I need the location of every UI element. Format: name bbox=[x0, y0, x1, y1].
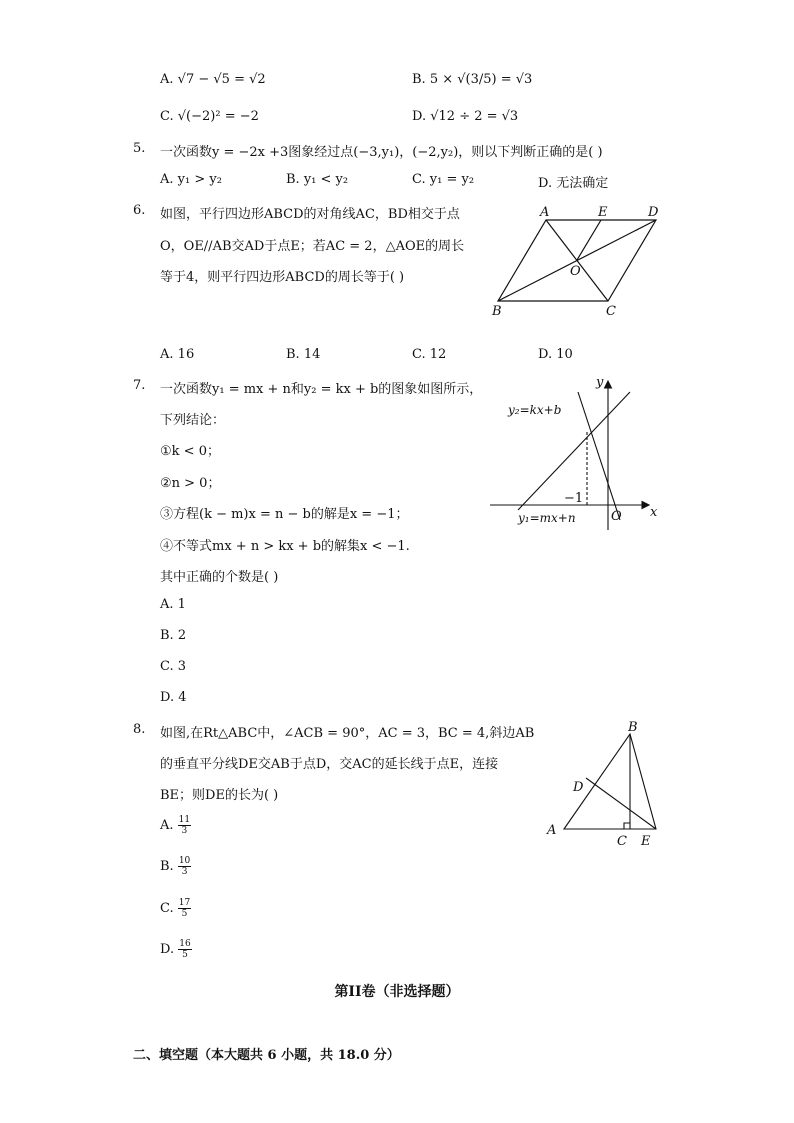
option-letter: B. bbox=[160, 859, 174, 874]
option-text: 1 bbox=[177, 597, 186, 612]
label-e: E bbox=[641, 834, 651, 849]
q5-option-d bbox=[538, 172, 608, 191]
label-b: B bbox=[492, 304, 502, 319]
label-a: A bbox=[540, 205, 550, 220]
q6-number: 6. bbox=[133, 203, 146, 218]
q7-option-b bbox=[160, 628, 186, 643]
option-letter: A. bbox=[160, 172, 174, 187]
fraction bbox=[178, 856, 191, 877]
q8-option-a bbox=[160, 815, 191, 836]
option-letter: D. bbox=[538, 176, 553, 191]
denominator: 3 bbox=[181, 826, 188, 836]
q4-option-b bbox=[412, 72, 532, 87]
q8-stem-line-1: 如图,在Rt△ABC中，∠ACB = 90°，AC = 3，BC = 4,斜边AB bbox=[160, 726, 535, 741]
option-letter: D. bbox=[538, 347, 553, 362]
numerator: 17 bbox=[178, 898, 191, 908]
option-letter: B. bbox=[160, 628, 174, 643]
label-e: E bbox=[598, 205, 608, 220]
option-text: 2 bbox=[177, 628, 187, 643]
option-text: y₁ > y₂ bbox=[177, 172, 222, 187]
label-c: C bbox=[617, 834, 627, 849]
q7-option-d bbox=[160, 690, 187, 705]
q5-option-a bbox=[160, 172, 222, 187]
line-y2 bbox=[578, 392, 620, 520]
q8-option-b bbox=[160, 856, 191, 877]
option-text: 16 bbox=[177, 347, 195, 362]
label-line2: y₂=kx+b bbox=[508, 403, 562, 417]
section-title: 第II卷（非选择题） bbox=[334, 984, 460, 1000]
q7-option-c bbox=[160, 659, 186, 674]
option-text: √(−2)² = −2 bbox=[177, 109, 259, 124]
q6-option-a bbox=[160, 347, 194, 362]
q7-stem-line-2: 下列结论： bbox=[160, 413, 226, 428]
option-letter: D. bbox=[160, 942, 175, 957]
option-letter: C. bbox=[160, 659, 174, 674]
option-text: y₁ < y₂ bbox=[303, 172, 349, 187]
label-y: y bbox=[596, 375, 604, 390]
label-d: D bbox=[573, 780, 584, 795]
option-text: 4 bbox=[178, 690, 187, 705]
q7-linear-functions-figure bbox=[488, 372, 664, 532]
label-line1: y₁=mx+n bbox=[518, 511, 576, 525]
q4-option-d bbox=[412, 109, 518, 124]
option-text: √7 − √5 = √2 bbox=[177, 72, 266, 87]
denominator: 3 bbox=[181, 867, 188, 877]
numerator: 10 bbox=[178, 856, 191, 866]
q7-conclusion-1: ①k < 0； bbox=[160, 444, 220, 459]
option-text: 10 bbox=[556, 347, 573, 362]
q7-conclusion-3: ③方程(k − m)x = n − b的解是x = −1； bbox=[160, 507, 409, 522]
label-b: B bbox=[628, 720, 638, 735]
numerator: 11 bbox=[178, 815, 191, 825]
option-letter: D. bbox=[412, 109, 427, 124]
q7-conclusion-2: ②n > 0； bbox=[160, 476, 221, 491]
option-text: 12 bbox=[429, 347, 447, 362]
option-letter: A. bbox=[160, 597, 174, 612]
denominator: 5 bbox=[182, 950, 188, 960]
q8-option-d bbox=[160, 939, 192, 960]
q8-triangle-figure bbox=[540, 718, 665, 850]
label-a: A bbox=[547, 823, 557, 838]
label-c: C bbox=[606, 304, 616, 319]
option-text: 14 bbox=[303, 347, 321, 362]
q7-question: 其中正确的个数是( ) bbox=[160, 570, 279, 585]
q5-option-c bbox=[412, 172, 474, 187]
option-letter: C. bbox=[412, 347, 426, 362]
option-letter: B. bbox=[412, 72, 426, 87]
fraction bbox=[178, 939, 191, 960]
q7-stem-line-1: 一次函数y₁ = mx + n和y₂ = kx + b的图象如图所示， bbox=[160, 382, 483, 397]
perpendicular-bisector-de bbox=[586, 778, 656, 829]
q5-number: 5. bbox=[133, 141, 146, 156]
option-letter: C. bbox=[160, 109, 174, 124]
denominator: 5 bbox=[181, 909, 188, 919]
option-text: 5 × √(3/5) = √3 bbox=[429, 72, 533, 87]
label-o: O bbox=[570, 264, 581, 279]
q6-option-b bbox=[286, 347, 320, 362]
option-letter: B. bbox=[286, 172, 300, 187]
q5-stem: 一次函数y = −2x +3图象经过点(−3,y₁)，(−2,y₂)，则以下判断正确的是( ) bbox=[160, 145, 603, 160]
option-letter: C. bbox=[412, 172, 426, 187]
q6-option-d bbox=[538, 347, 573, 362]
q7-conclusion-4: ④不等式mx + n > kx + b的解集x < −1. bbox=[160, 539, 410, 554]
q8-number: 8. bbox=[133, 722, 146, 737]
q7-number: 7. bbox=[133, 378, 146, 393]
option-letter: D. bbox=[160, 690, 175, 705]
option-letter: A. bbox=[160, 818, 174, 833]
q8-stem-line-2: 的垂直平分线DE交AB于点D，交AC的延长线于点E，连接 bbox=[160, 757, 499, 772]
option-letter: B. bbox=[286, 347, 300, 362]
q6-parallelogram-figure bbox=[488, 200, 668, 322]
q8-stem-line-3: BE；则DE的长为( ) bbox=[160, 788, 279, 803]
option-text: 无法确定 bbox=[556, 176, 609, 191]
part-heading: 二、填空题（本大题共 6 小题，共 18.0 分） bbox=[133, 1048, 400, 1063]
q8-option-c bbox=[160, 898, 191, 919]
q4-option-a bbox=[160, 72, 266, 87]
option-text: 3 bbox=[177, 659, 187, 674]
q6-stem-line-1: 如图，平行四边形ABCD的对角线AC，BD相交于点 bbox=[160, 207, 460, 222]
option-text: √12 ÷ 2 = √3 bbox=[430, 109, 519, 124]
q5-option-b bbox=[286, 172, 348, 187]
q6-stem-line-2: O，OE//AB交AD于点E；若AC = 2，△AOE的周长 bbox=[160, 239, 465, 254]
q6-option-c bbox=[412, 347, 446, 362]
label-x: x bbox=[650, 505, 658, 520]
option-letter: A. bbox=[160, 347, 174, 362]
numerator: 16 bbox=[179, 939, 191, 949]
fraction bbox=[178, 815, 191, 836]
fraction bbox=[178, 898, 191, 919]
option-letter: C. bbox=[160, 901, 174, 916]
label-d: D bbox=[648, 205, 659, 220]
label-minus-one: −1 bbox=[564, 491, 584, 506]
option-letter: A. bbox=[160, 72, 174, 87]
label-origin: O bbox=[611, 509, 622, 524]
q7-option-a bbox=[160, 597, 186, 612]
q6-stem-line-3: 等于4，则平行四边形ABCD的周长等于( ) bbox=[160, 270, 405, 285]
q4-option-c bbox=[160, 109, 259, 124]
option-text: y₁ = y₂ bbox=[429, 172, 475, 187]
right-angle-mark bbox=[624, 823, 630, 829]
